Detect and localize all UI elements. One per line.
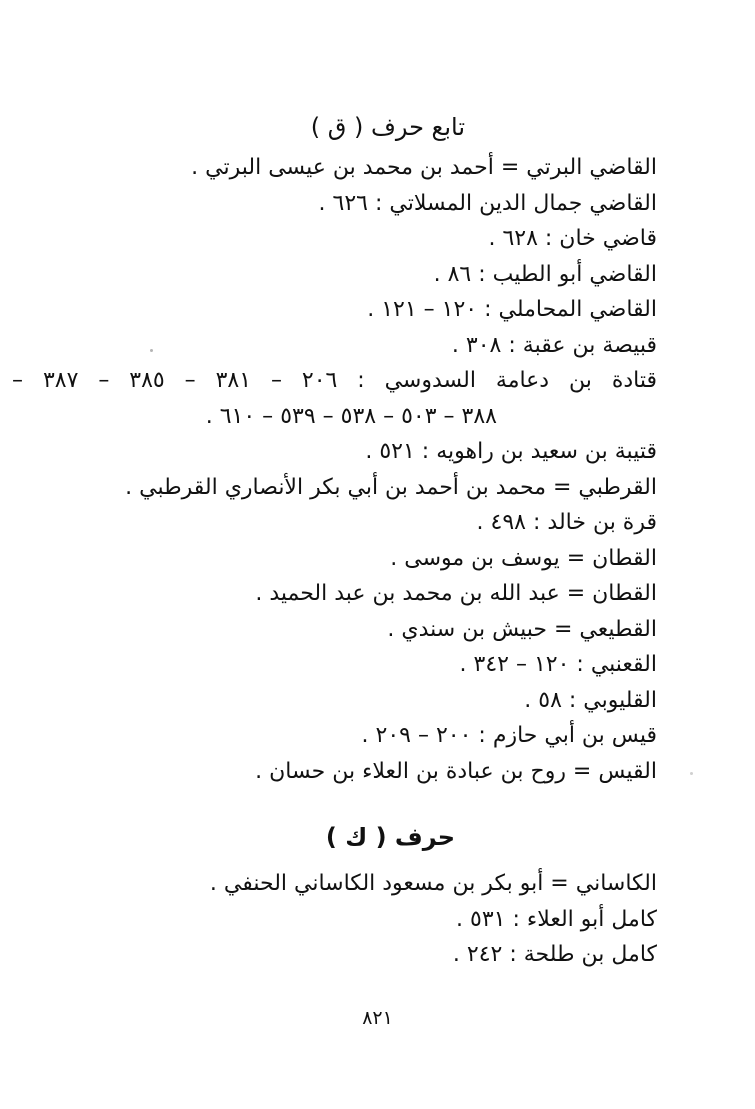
index-entry: قاضي خان : ٦٢٨ . [488,226,657,251]
index-entry: قرة بن خالد : ٤٩٨ . [476,510,657,535]
index-entries-qaf [12,150,657,789]
index-entry: القطيعي = حبيش بن سندي . [387,616,657,642]
section-heading-qaf-continued: تابع حرف ( ق ) [310,113,465,141]
index-entry: القيس = روح بن عبادة بن العلاء بن حسان . [255,758,657,784]
index-entry: قبيصة بن عقبة : ٣٠٨ . [451,332,657,358]
index-entries-kaf [97,866,657,973]
index-entry: القطان = يوسف بن موسى . [390,545,657,571]
index-entry: قيس بن أبي حازم : ٢٠٠ – ٢٠٩ . [361,723,657,748]
index-entry: الكاساني = أبو بكر بن مسعود الكاساني الحنفي . [209,871,657,896]
index-entry: كامل أبو العلاء : ٥٣١ . [456,906,657,932]
index-entry-continuation: ٣٨٨ – ٥٠٣ – ٥٣٨ – ٥٣٩ – ٦١٠ . [205,403,497,429]
index-entry: قتادة بن دعامة السدوسي : ٢٠٦ – ٣٨١ – ٣٨٥ – ٣٨٧ – [12,368,657,393]
index-entry: قتيبة بن سعيد بن راهويه : ٥٢١ . [365,439,657,464]
index-entry: القطان = عبد الله بن محمد بن عبد الحميد . [255,581,657,606]
section-heading-kaf: حرف ( ك ) [325,823,455,851]
index-entry: القاضي أبو الطيب : ٨٦ . [433,261,657,287]
index-entry: كامل بن طلحة : ٢٤٢ . [452,942,657,967]
scan-speck [690,772,693,775]
index-entry: القعنبي : ١٢٠ – ٣٤٢ . [459,652,657,677]
index-entry: القرطبي = محمد بن أحمد بن أبي بكر الأنصاري القرطبي . [125,474,657,500]
scan-speck [150,349,153,352]
index-entry: القليوبي : ٥٨ . [524,687,657,713]
index-entry: القاضي البرتي = أحمد بن محمد بن عيسى البرتي . [191,155,657,180]
page-number: ٨٢١ [362,1007,393,1029]
index-entry: القاضي المحاملي : ١٢٠ – ١٢١ . [367,297,657,322]
index-entry: القاضي جمال الدين المسلاتي : ٦٢٦ . [318,190,657,216]
